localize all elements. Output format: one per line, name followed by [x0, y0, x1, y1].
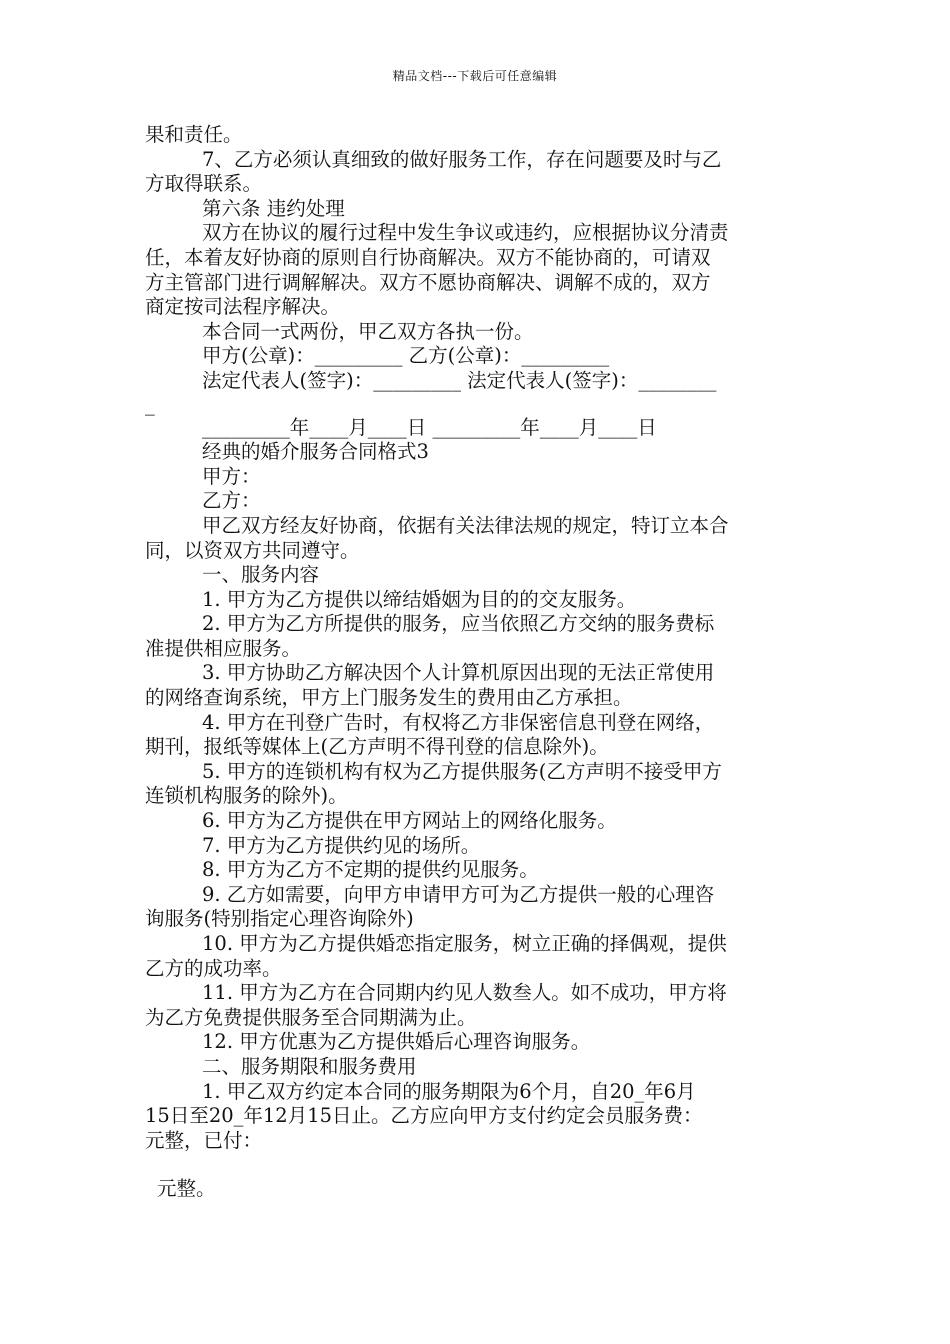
text-line: 方取得联系。 — [145, 172, 263, 196]
text-line: 甲乙双方经友好协商，依据有关法律法规的规定，特订立本合 — [202, 513, 729, 537]
text-line: 元整，已付： — [145, 1128, 263, 1152]
list-item: 2. 甲方为乙方所提供的服务，应当依照乙方交纳的服务费标 — [202, 612, 715, 636]
text-line: 为乙方免费提供服务至合同期满为止。 — [145, 1005, 477, 1029]
list-item: 11. 甲方为乙方在合同期内约见人数叁人。如不成功，甲方将 — [202, 981, 727, 1005]
text-line: 期刊，报纸等媒体上(乙方声明不得刊登的信息除外)。 — [145, 735, 609, 759]
list-item: 10. 甲方为乙方提供婚恋指定服务，树立正确的择偶观，提供 — [202, 932, 727, 955]
party-a-label: 甲方： — [202, 464, 261, 488]
list-item: 6. 甲方为乙方提供在甲方网站上的网络化服务。 — [202, 809, 617, 833]
text-line: 方主管部门进行调解解决。双方不愿协商解决、调解不成的，双方 — [145, 270, 711, 294]
signature-line: 甲方(公章)：_________ 乙方(公章)：_________ — [202, 344, 610, 368]
text-line: _ — [145, 393, 155, 416]
list-item: 1. 甲乙双方约定本合同的服务期限为6个月，自20_年6月 — [202, 1079, 696, 1103]
party-b-label: 乙方： — [202, 489, 261, 513]
list-item: 8. 甲方为乙方不定期的提供约见服务。 — [202, 858, 539, 882]
list-item: 4. 甲方在刊登广告时，有权将乙方非保密信息刊登在网络， — [202, 710, 715, 734]
list-item: 7. 甲方为乙方提供约见的场所。 — [202, 833, 481, 857]
list-item: 12. 甲方优惠为乙方提供婚后心理咨询服务。 — [202, 1030, 591, 1054]
text-line: 果和责任。 — [145, 123, 243, 146]
text-line: 乙方的成功率。 — [145, 956, 282, 980]
text-line: 任，本着友好协商的原则自行协商解决。双方不能协商的，可请双 — [145, 245, 711, 269]
section-heading: 二、服务期限和服务费用 — [202, 1054, 417, 1078]
text-line: 元整。 — [157, 1177, 216, 1201]
list-item: 9. 乙方如需要，向甲方申请甲方可为乙方提供一般的心理咨 — [202, 882, 715, 906]
section-heading: 第六条 违约处理 — [202, 196, 345, 220]
text-line: 商定按司法程序解决。 — [145, 295, 341, 319]
list-item: 5. 甲方的连锁机构有权为乙方提供服务(乙方声明不接受甲方 — [202, 759, 722, 783]
text-line: 连锁机构服务的除外)。 — [145, 784, 348, 808]
text-line: 7、乙方必须认真细致的做好服务工作，存在问题要及时与乙 — [202, 147, 722, 171]
text-line: 同，以资双方共同遵守。 — [145, 538, 360, 562]
section-heading: 经典的婚介服务合同格式3 — [202, 440, 429, 464]
date-line: _________年____月____日 _________年____月____日 — [202, 415, 657, 439]
text-line: 双方在协议的履行过程中发生争议或违约，应根据协议分清责 — [202, 221, 729, 245]
section-heading: 一、服务内容 — [202, 563, 320, 587]
page-header: 精品文档---下载后可任意编辑 — [392, 69, 558, 83]
blank-gap — [145, 1153, 807, 1177]
list-item: 3. 甲方协助乙方解决因个人计算机原因出现的无法正常使用 — [202, 661, 715, 685]
text-line: 本合同一式两份，甲乙双方各执一份。 — [202, 319, 534, 343]
signature-line: 法定代表人(签字)：_________ 法定代表人(签字)：________ — [202, 368, 717, 392]
text-line: 询服务(特别指定心理咨询除外) — [145, 907, 414, 931]
text-line: 的网络查询系统，甲方上门服务发生的费用由乙方承担。 — [145, 686, 633, 710]
document-body — [145, 123, 807, 1202]
list-item: 1. 甲方为乙方提供以缔结婚姻为目的的交友服务。 — [202, 587, 637, 611]
text-line: 15日至20_年12月15日止。乙方应向甲方支付约定会员服务费： — [145, 1104, 703, 1128]
text-line: 准提供相应服务。 — [145, 636, 302, 660]
